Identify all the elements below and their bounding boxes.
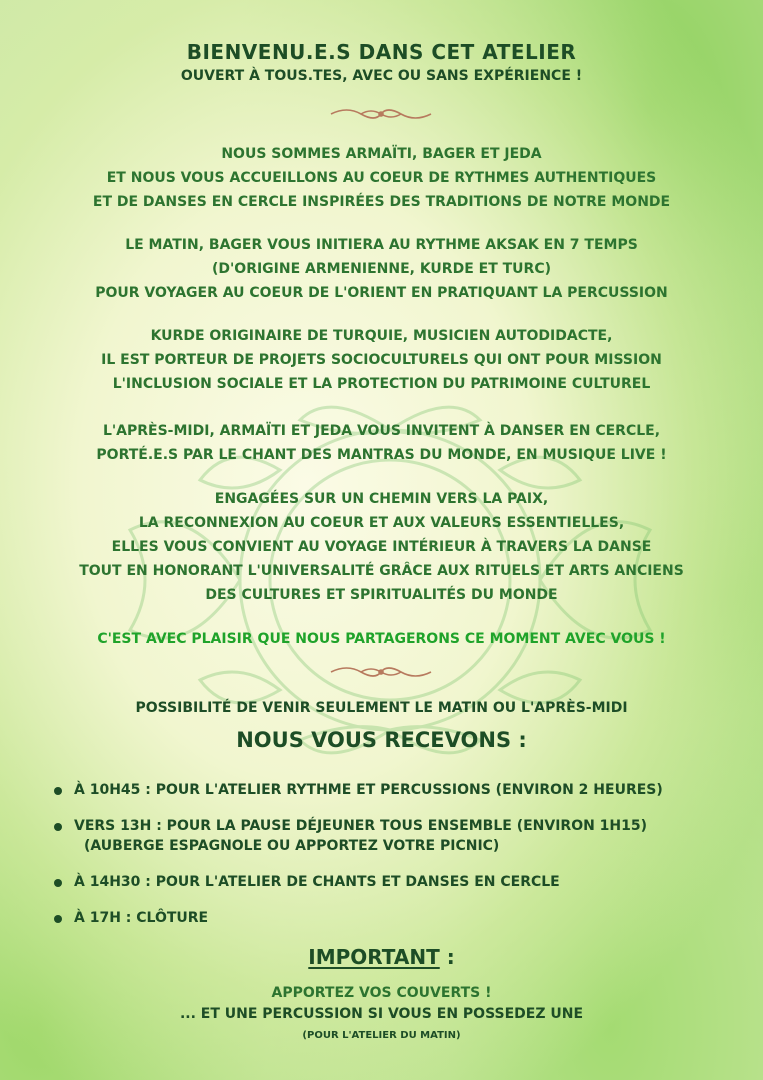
important-heading xyxy=(0,945,763,969)
text-line: (D'ORIGINE ARMENIENNE, KURDE ET TURC) xyxy=(211,261,551,277)
text-line: NOUS SOMMES ARMAÏTI, BAGER ET JEDA xyxy=(221,146,542,162)
page-title: BIENVENU.E.S DANS CET ATELIER xyxy=(186,40,577,64)
ornament-divider-bottom xyxy=(327,662,435,682)
page-subtitle: OUVERT À TOUS.TES, AVEC OU SANS EXPÉRIENCE ! xyxy=(180,68,583,84)
schedule-list xyxy=(52,780,732,944)
text-line: IL EST PORTEUR DE PROJETS SOCIOCULTURELS QUI ONT POUR MISSION xyxy=(101,352,662,368)
ornament-divider-top xyxy=(327,104,435,124)
paragraph-afternoon xyxy=(0,419,763,467)
paragraph-morning xyxy=(0,233,763,305)
paragraph-bager xyxy=(0,324,763,396)
schedule-item xyxy=(52,908,732,928)
bullet-icon xyxy=(54,823,62,831)
schedule-item-text: À 17H : CLÔTURE xyxy=(74,910,209,926)
schedule-heading: NOUS VOUS RECEVONS : xyxy=(236,728,527,752)
paragraph-closing xyxy=(0,627,763,651)
important-label: IMPORTANT xyxy=(308,945,440,969)
text-line: L'INCLUSION SOCIALE ET LA PROTECTION DU PATRIMOINE CULTUREL xyxy=(112,376,651,392)
text-line: PORTÉ.E.S PAR LE CHANT DES MANTRAS DU MONDE, EN MUSIQUE LIVE ! xyxy=(96,447,667,463)
text-line: ET DE DANSES EN CERCLE INSPIRÉES DES TRADITIONS DE NOTRE MONDE xyxy=(92,194,671,210)
text-line: ENGAGÉES SUR UN CHEMIN VERS LA PAIX, xyxy=(214,491,549,507)
important-line-2: ... ET UNE PERCUSSION SI VOUS EN POSSEDEZ UNE xyxy=(179,1006,584,1022)
text-line: LE MATIN, BAGER VOUS INITIERA AU RYTHME AKSAK EN 7 TEMPS xyxy=(125,237,638,253)
bullet-icon xyxy=(54,879,62,887)
paragraph-engagement xyxy=(0,487,763,607)
schedule-intro: POSSIBILITÉ DE VENIR SEULEMENT LE MATIN OU L'APRÈS-MIDI xyxy=(135,700,628,716)
text-line: KURDE ORIGINAIRE DE TURQUIE, MUSICIEN AUTODIDACTE, xyxy=(150,328,613,344)
schedule-item-text: À 14H30 : POUR L'ATELIER DE CHANTS ET DANSES EN CERCLE xyxy=(74,874,560,890)
schedule-item-subtext: (AUBERGE ESPAGNOLE OU APPORTEZ VOTRE PICNIC) xyxy=(84,838,500,854)
text-line: C'EST AVEC PLAISIR QUE NOUS PARTAGERONS CE MOMENT AVEC VOUS ! xyxy=(97,631,666,647)
text-line: TOUT EN HONORANT L'UNIVERSALITÉ GRÂCE AUX RITUELS ET ARTS ANCIENS xyxy=(79,563,684,579)
text-line: ET NOUS VOUS ACCUEILLONS AU COEUR DE RYTHMES AUTHENTIQUES xyxy=(106,170,657,186)
bullet-icon xyxy=(54,915,62,923)
schedule-item-text: À 10H45 : POUR L'ATELIER RYTHME ET PERCUSSIONS (ENVIRON 2 HEURES) xyxy=(74,782,663,798)
schedule-item xyxy=(52,816,732,856)
text-line: LA RECONNEXION AU COEUR ET AUX VALEURS ESSENTIELLES, xyxy=(138,515,625,531)
paragraph-intro xyxy=(0,142,763,214)
important-line-1: APPORTEZ VOS COUVERTS ! xyxy=(271,985,492,1001)
important-note: (POUR L'ATELIER DU MATIN) xyxy=(302,1030,461,1041)
text-line: ELLES VOUS CONVIENT AU VOYAGE INTÉRIEUR À TRAVERS LA DANSE xyxy=(111,539,652,555)
important-colon: : xyxy=(439,945,455,969)
schedule-item xyxy=(52,872,732,892)
text-line: DES CULTURES ET SPIRITUALITÉS DU MONDE xyxy=(205,587,558,603)
text-line: POUR VOYAGER AU COEUR DE L'ORIENT EN PRATIQUANT LA PERCUSSION xyxy=(95,285,668,301)
bullet-icon xyxy=(54,787,62,795)
schedule-item xyxy=(52,780,732,800)
text-line: L'APRÈS-MIDI, ARMAÏTI ET JEDA VOUS INVITENT À DANSER EN CERCLE, xyxy=(102,423,661,439)
schedule-item-text: VERS 13H : POUR LA PAUSE DÉJEUNER TOUS ENSEMBLE (ENVIRON 1H15) xyxy=(74,818,648,834)
